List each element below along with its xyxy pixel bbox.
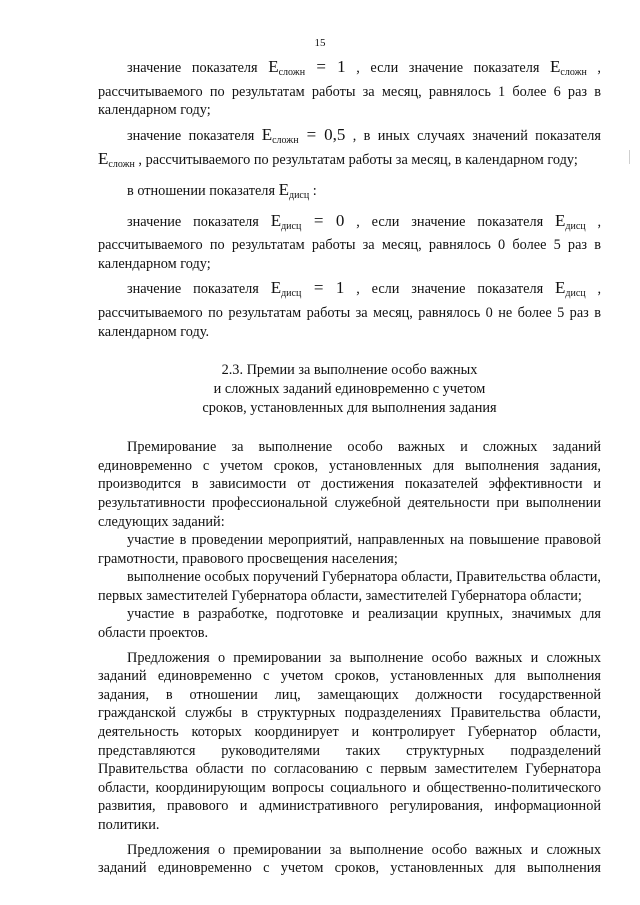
scan-artifact: [629, 150, 630, 164]
list-item: выполнение особых поручений Губернатора области, Правительства области, первых заместителей Губернатора области, заместителей Губернатора области;: [98, 569, 601, 604]
paragraph-slozhn-05: значение показателя $E_{сложн} = 0,5$ , в иных случаях значений показателя $E_{сложн}$ , рассчитываемого по результатам работы за месяц, в календарном году;: [98, 124, 601, 171]
document-content: [98, 58, 601, 878]
body-paragraph: Предложения о премировании за выполнение особо важных и сложных заданий единовременно с учетом сроков, установленных для выполнения задания, в отношении лиц, замещающих должности государственной гражданской службы в структурных подразделениях Правительства области, деятельность которых координирует и контролирует Губернатор области, представляются руководителями таких структурных подразделений Правительства области по согласованию с первым заместителем Губернатора области, координирующим вопросы социального и общественно-политического развития, правового и административного регулирования, информационной политики.: [98, 649, 601, 833]
formula-e-slozhn: $E_{сложн}$: [550, 57, 587, 78]
page-number: 15: [314, 37, 326, 49]
formula-e-disc-eq-1: $E_{дисц} = 1$: [270, 278, 345, 300]
formula-e-slozhn: $E_{сложн}$: [98, 149, 135, 171]
heading-line: и сложных заданий единовременно с учетом: [213, 381, 486, 398]
section-heading: [98, 361, 601, 418]
body-paragraph: Премирование за выполнение особо важных и сложных заданий единовременно с учетом сроков, установленных для выполнения задания, производится в зависимости от достижения показателей эффективности и результативности профессиональной служебной деятельности при выполнении следующих заданий:: [98, 439, 601, 530]
formula-e-slozhn-eq-1: $E_{сложн} = 1$: [268, 57, 346, 78]
list-item: участие в разработке, подготовке и реализации крупных, значимых для области проектов.: [98, 606, 601, 642]
formula-e-disc-eq-0: $E_{дисц} = 0$: [270, 210, 345, 232]
formula-e-slozhn-eq-05: $E_{сложн} = 0,5$: [261, 124, 346, 146]
paragraph-disc-0: значение показателя $E_{дисц} = 0$ , если значение показателя $E_{дисц}$ , рассчитываемого по результатам работы за месяц, равнялось 0 более 5 раз в календарном году;: [98, 210, 602, 272]
body-paragraph: Предложения о премировании за выполнение особо важных и сложных заданий единовременно с учетом сроков, установленных для выполнения: [98, 841, 601, 877]
paragraph-disc-1: значение показателя $E_{дисц} = 1$ , если значение показателя $E_{дисц}$ , рассчитываемого по результатам работы за месяц, равнялось 0 не более 5 раз в календарном году.: [98, 278, 602, 340]
heading-line: 2.3. Премии за выполнение особо важных: [221, 362, 478, 379]
formula-e-disc: $E_{дисц}$: [554, 278, 586, 300]
formula-e-disc: $E_{дисц}$: [554, 210, 586, 232]
list-item: участие в проведении мероприятий, направленных на повышение правовой грамотности, правового просвещения населения;: [98, 532, 601, 567]
heading-line: сроков, установленных для выполнения задания: [202, 400, 497, 417]
paragraph-disc-intro: в отношении показателя $E_{дисц}$ :: [127, 179, 317, 201]
paragraph-slozhn-1: значение показателя $E_{сложн} = 1$ , если значение показателя $E_{сложн}$ , рассчитываемого по результатам работы за месяц, равнялось 1 более 6 раз в календарном году;: [98, 57, 601, 119]
formula-e-disc: $E_{дисц}$: [278, 179, 310, 201]
